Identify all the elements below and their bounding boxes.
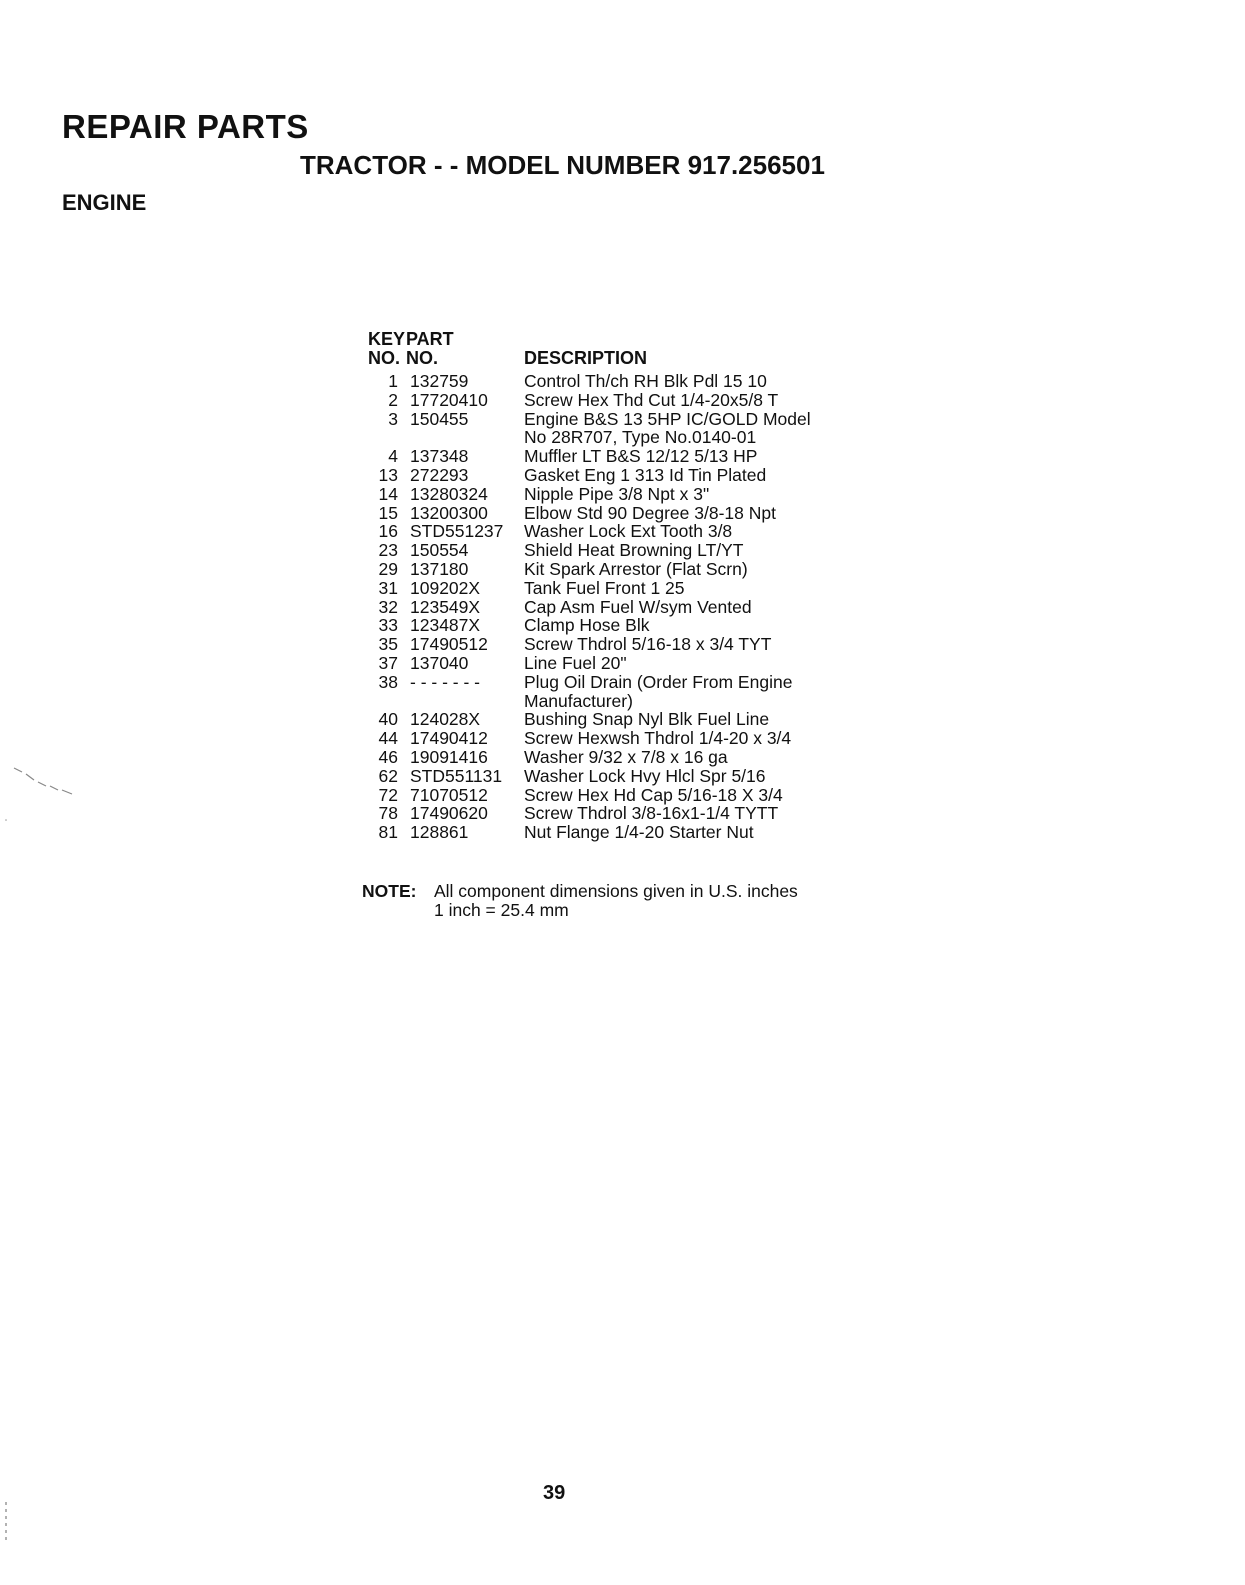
table-header: [368, 330, 864, 368]
table-row: [368, 767, 864, 786]
description: Plug Oil Drain (Order From Engine: [524, 671, 793, 692]
description: Tank Fuel Front 1 25: [524, 577, 685, 598]
part-no: [398, 428, 524, 447]
description: Elbow Std 90 Degree 3/8-18 Npt: [524, 502, 776, 523]
key-no: 1: [388, 371, 398, 391]
description: Clamp Hose Blk: [524, 615, 650, 636]
description: Muffler LT B&S 12/12 5/13 HP: [524, 446, 758, 467]
col-desc-header-label: DESCRIPTION: [524, 348, 648, 368]
part-no: STD551131: [410, 765, 503, 786]
part-no: - - - - - - -: [410, 671, 480, 692]
key-no: 46: [378, 746, 398, 767]
model-subtitle: TRACTOR - - MODEL NUMBER 917.256501: [300, 150, 825, 180]
part-no: 109202X: [410, 577, 481, 598]
key-no: 29: [378, 558, 398, 579]
part-no: 132759: [410, 371, 469, 391]
table-row: [368, 598, 864, 617]
description: Washer Lock Ext Tooth 3/8: [524, 521, 733, 542]
table-row: [368, 485, 864, 504]
scan-edge-mark: [0, 1498, 12, 1548]
key-no: 44: [378, 728, 398, 749]
table-row: [368, 560, 864, 579]
part-no: 71070512: [410, 784, 488, 805]
description: Cap Asm Fuel W/sym Vented: [524, 596, 752, 617]
note-text: [434, 882, 798, 920]
description: Screw Hexwsh Thdrol 1/4-20 x 3/4: [524, 728, 792, 749]
table-body: [368, 372, 864, 842]
key-no: 38: [378, 671, 398, 692]
table-row: [368, 823, 864, 842]
part-no: 137040: [410, 652, 469, 673]
table-row: [368, 541, 864, 560]
part-no: 17490412: [410, 728, 488, 749]
col-part-header-bottom: NO.: [406, 348, 439, 368]
part-no: 13280324: [410, 483, 488, 504]
part-no: 17490620: [410, 803, 488, 824]
part-no: 17720410: [410, 389, 488, 410]
key-no: 4: [388, 446, 398, 467]
table-row: [368, 804, 864, 823]
part-no: [398, 692, 524, 711]
part-no: 17490512: [410, 634, 488, 655]
part-no: 123549X: [410, 596, 481, 617]
key-no: 78: [378, 803, 398, 824]
note-line-1: All component dimensions given in U.S. inches: [434, 881, 798, 901]
key-no: 13: [378, 464, 398, 485]
key-no: [368, 692, 398, 711]
table-row: [368, 710, 864, 729]
table-row: [368, 391, 864, 410]
table-row: [368, 673, 864, 692]
key-no: 40: [378, 709, 398, 730]
key-no: 37: [378, 652, 398, 673]
part-no: 19091416: [410, 746, 488, 767]
description: Screw Hex Hd Cap 5/16-18 X 3/4: [524, 784, 783, 805]
table-row: [368, 579, 864, 598]
part-no: 137180: [410, 558, 469, 579]
part-no: 123487X: [410, 615, 481, 636]
description: Kit Spark Arrestor (Flat Scrn): [524, 558, 748, 579]
section-heading: ENGINE: [62, 190, 147, 215]
part-no: 128861: [410, 822, 469, 843]
table-row: [368, 466, 864, 485]
key-no: 62: [378, 765, 398, 786]
description: No 28R707, Type No.0140-01: [524, 427, 757, 448]
description: Manufacturer): [524, 690, 633, 711]
col-desc-header: [524, 330, 864, 368]
key-no: 72: [378, 784, 398, 805]
table-row: [368, 428, 864, 447]
table-row: [368, 410, 864, 429]
key-no: 3: [388, 408, 398, 429]
key-no: 33: [378, 615, 398, 636]
part-no: 150455: [410, 408, 469, 429]
description: Shield Heat Browning LT/YT: [524, 540, 744, 561]
key-no: 23: [378, 540, 398, 561]
col-key-header-top: KEY: [368, 329, 406, 349]
part-no: 124028X: [410, 709, 481, 730]
table-row: [368, 786, 864, 805]
col-part-header: [398, 330, 524, 368]
col-key-header: [368, 329, 406, 368]
page-title: REPAIR PARTS: [62, 108, 309, 145]
key-no: 32: [378, 596, 398, 617]
description: Nipple Pipe 3/8 Npt x 3": [524, 483, 710, 504]
key-no: 35: [378, 634, 398, 655]
key-no: 16: [378, 521, 398, 542]
table-row: [368, 729, 864, 748]
key-no: 31: [378, 577, 398, 598]
key-no: 14: [378, 483, 398, 504]
key-no: 2: [388, 389, 398, 410]
part-no: 150554: [410, 540, 469, 561]
key-no: 15: [378, 502, 398, 523]
note-line-2: 1 inch = 25.4 mm: [434, 900, 569, 920]
table-row: [368, 372, 864, 391]
description: Screw Thdrol 5/16-18 x 3/4 TYT: [524, 634, 772, 655]
note: [362, 882, 798, 920]
description: Washer Lock Hvy Hlcl Spr 5/16: [524, 765, 766, 786]
key-no: 81: [378, 822, 398, 843]
description: Control Th/ch RH Blk Pdl 15 10: [524, 371, 767, 391]
description: Line Fuel 20": [524, 652, 627, 673]
col-part-header-top: PART: [406, 329, 454, 349]
table-row: [368, 654, 864, 673]
page-number: 39: [543, 1482, 566, 1504]
table-row: [368, 522, 864, 541]
table-row: [368, 504, 864, 523]
description: Engine B&S 13 5HP IC/GOLD Model: [524, 408, 811, 429]
description: Gasket Eng 1 313 Id Tin Plated: [524, 464, 767, 485]
table-row: [368, 616, 864, 635]
table-row: [368, 635, 864, 654]
description: Screw Thdrol 3/8-16x1-1/4 TYTT: [524, 803, 779, 824]
scan-artifact-marks: [0, 760, 90, 830]
key-no: [368, 428, 398, 447]
part-no: 137348: [410, 446, 469, 467]
description: Nut Flange 1/4-20 Starter Nut: [524, 822, 754, 843]
col-key-header-bottom: NO.: [368, 348, 401, 368]
part-no: 13200300: [410, 502, 488, 523]
description: Washer 9/32 x 7/8 x 16 ga: [524, 746, 728, 767]
part-no: STD551237: [410, 521, 504, 542]
table-row: [368, 748, 864, 767]
parts-table: [368, 330, 864, 842]
note-label: NOTE:: [362, 881, 417, 901]
description: Screw Hex Thd Cut 1/4-20x5/8 T: [524, 389, 779, 410]
description: Bushing Snap Nyl Blk Fuel Line: [524, 709, 770, 730]
table-row: [368, 447, 864, 466]
table-row: [368, 692, 864, 711]
part-no: 272293: [410, 464, 469, 485]
